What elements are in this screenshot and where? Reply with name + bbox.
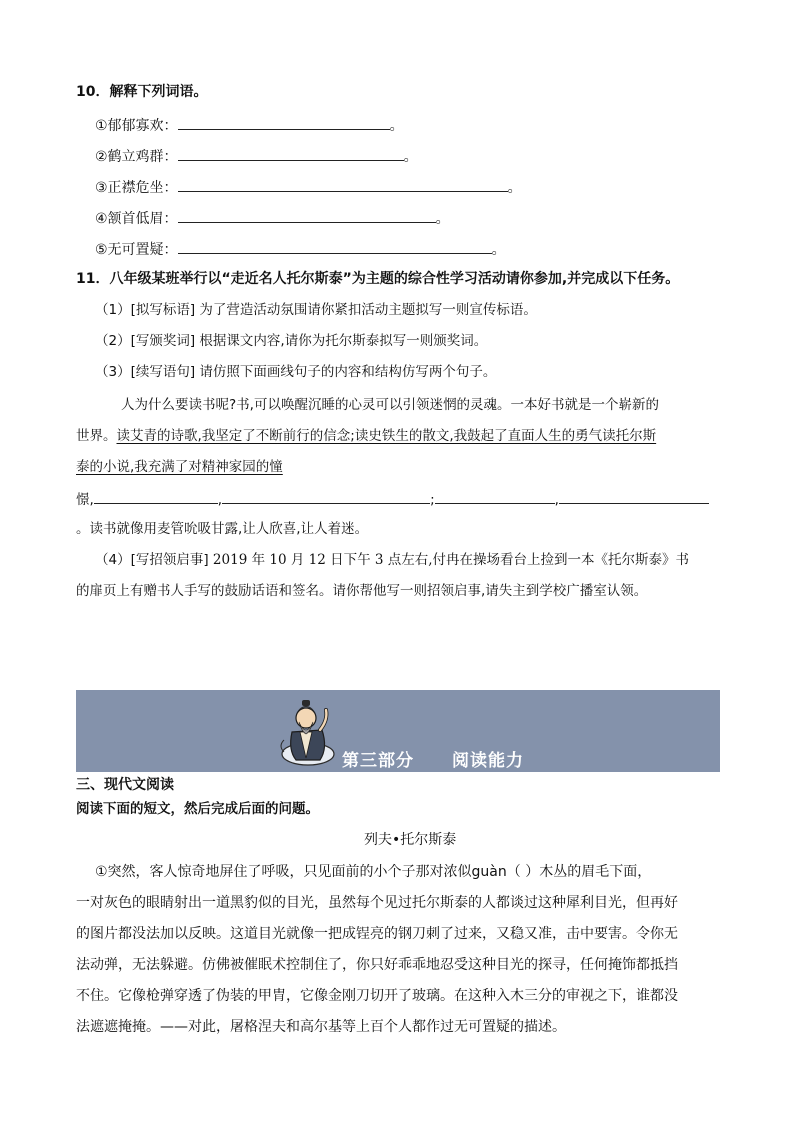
- q10-item-3-end: 。: [507, 180, 522, 196]
- q10-item-3-label: ③正襟危坐：: [95, 180, 178, 196]
- q10-item-4-end: 。: [435, 211, 450, 227]
- underlined-model-sentence: 读艾青的诗歌,我坚定了不断前行的信念;读史铁生的散文,我鼓起了直面人生的勇气读托尔斯: [116, 428, 657, 444]
- banner-section-name: 阅读能力: [452, 751, 524, 771]
- question-11-title-text: 11．八年级某班举行以“走近名人托尔斯泰”为主题的综合性学习活动请你参加,并完成以下任务。: [76, 271, 680, 287]
- paragraph-line-4: 法动弹，无法躲避。仿佛被催眠术控制住了，你只好乖乖地忍受这种目光的探寻，任何掩饰都抵挡: [76, 957, 678, 973]
- question-10-title: 10．解释下列词语。: [76, 84, 208, 100]
- reading-instruction: 阅读下面的短文，然后完成后面的问题。: [76, 801, 319, 817]
- paragraph-line-5: 不住。它像枪弹穿透了伪装的甲胄，它像金刚刀切开了玻璃。在这种入木三分的审视之下，谁都没: [76, 988, 678, 1004]
- q10-item-3: [95, 176, 522, 198]
- question-11-title: [76, 269, 679, 289]
- q10-item-2-answer-blank[interactable]: [178, 145, 404, 161]
- passage-line-2: [76, 426, 656, 446]
- q10-item-4-label: ④颔首低眉：: [95, 211, 178, 227]
- q11-task-4-line-1: [95, 550, 689, 570]
- q10-item-3-answer-blank[interactable]: [178, 176, 508, 192]
- q10-item-2: [95, 145, 418, 167]
- q10-item-2-label: ②鹤立鸡群：: [95, 149, 178, 165]
- sep-3: ,: [554, 492, 559, 508]
- q10-item-1-label: ①郁郁寡欢：: [95, 118, 178, 134]
- q11-task-1: （1）[拟写标语] 为了营造活动氛围请你紧扣活动主题拟写一则宣传标语。: [95, 302, 537, 318]
- banner-part-label: 第三部分: [342, 751, 414, 771]
- q11-task-3: （3）[续写语句] 请仿照下面画线句子的内容和结构仿写两个句子。: [95, 364, 497, 380]
- paragraph-line-3: 的图片都没法加以反映。这道目光就像一把成锃亮的钢刀刺了过来，又稳又准，击中要害。令你无: [76, 926, 678, 942]
- part-three-banner: [76, 690, 720, 772]
- imitation-blank-1[interactable]: [94, 488, 218, 504]
- passage-line-5: 。读书就像用麦管吮吸甘露,让人欣喜,让人着迷。: [76, 521, 369, 537]
- sep-2: ;: [430, 492, 435, 508]
- banner-title: [342, 746, 524, 771]
- passage-line-4: [76, 488, 709, 510]
- q10-item-4-answer-blank[interactable]: [178, 207, 436, 223]
- q10-item-1-answer-blank[interactable]: [178, 114, 390, 130]
- q10-item-2-end: 。: [403, 149, 418, 165]
- passage-line-4-start: 憬,: [76, 492, 94, 508]
- imitation-blank-4[interactable]: [559, 488, 709, 504]
- q10-item-1: [95, 114, 404, 136]
- passage-line-2-plain: 世界。: [76, 428, 117, 444]
- q10-item-4: [95, 207, 450, 229]
- section-heading: 三、现代文阅读: [76, 777, 174, 793]
- passage-line-3: [76, 457, 283, 477]
- q10-item-5-label: ⑤无可置疑：: [95, 242, 178, 258]
- q11-task-4-label: （4）[写招领启事]: [95, 552, 213, 568]
- imitation-blank-3[interactable]: [435, 488, 555, 504]
- q10-item-5-end: 。: [491, 242, 506, 258]
- paragraph-line-2: 一对灰色的眼睛射出一道黑豹似的目光，虽然每个见过托尔斯泰的人都谈过这种犀利目光，但再好: [76, 895, 678, 911]
- q10-item-1-end: 。: [389, 118, 404, 134]
- passage-line-1: 人为什么要读书呢?书,可以唤醒沉睡的心灵可以引领迷惘的灵魂。一本好书就是一个崭新的: [121, 397, 659, 413]
- q11-task-4-line-2: 的扉页上有赠书人手写的鼓励话语和签名。请你帮他写一则招领启事,请失主到学校广播室认领。: [76, 583, 648, 599]
- paragraph-line-1: ①突然，客人惊奇地屏住了呼吸，只见面前的小个子那对浓似guàn（ ）木丛的眉毛下面，: [95, 864, 652, 880]
- q11-task-4-text: 2019 年 10 月 12 日下午 3 点左右,付冉在操场看台上捡到一本《托尔斯泰》书: [212, 552, 690, 568]
- confucius-figure-icon: [272, 692, 342, 768]
- sep-1: ,: [217, 492, 223, 508]
- underlined-model-sentence-end: 泰的小说,我充满了对精神家园的憧: [76, 459, 283, 475]
- article-title: 列夫•托尔斯泰: [364, 832, 457, 848]
- paragraph-line-6: 法遮遮掩掩。——对此，屠格涅夫和高尔基等上百个人都作过无可置疑的描述。: [76, 1019, 566, 1035]
- q10-item-5: [95, 238, 506, 260]
- q10-item-5-answer-blank[interactable]: [178, 238, 492, 254]
- imitation-blank-2[interactable]: [222, 488, 430, 504]
- q11-task-2: （2）[写颁奖词] 根据课文内容,请你为托尔斯泰拟写一则颁奖词。: [95, 333, 488, 349]
